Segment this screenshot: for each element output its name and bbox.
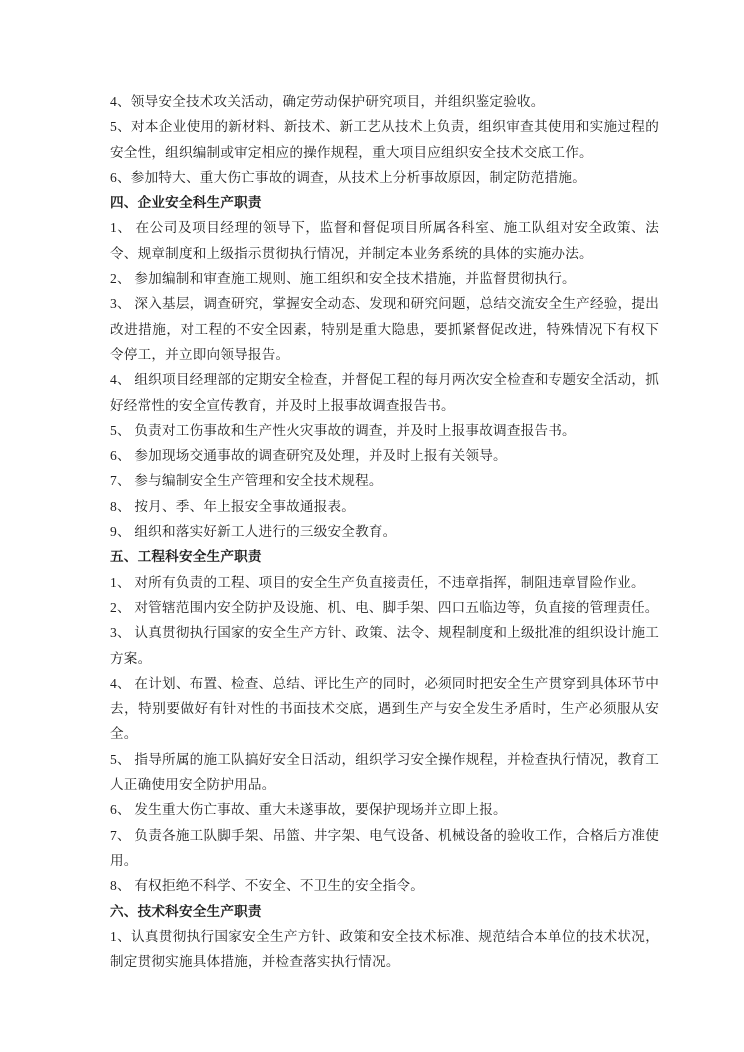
- document-body: [110, 89, 659, 974]
- paragraph: 6、 参加现场交通事故的调查研究及处理，并及时上报有关领导。: [110, 448, 507, 464]
- paragraph: 1、 在公司及项目经理的领导下，监督和督促项目所属各科室、施工队组对安全政策、法令、规章制度和上级指示贯彻执行情况，并制定本业务系统的具体的实施办法。: [110, 220, 659, 261]
- paragraph: 3、 深入基层，调查研究，掌握安全动态、发现和研究问题，总结交流安全生产经验，提出改进措施，对工程的不安全因素，特别是重大隐患，要抓紧督促改进，特殊情况下有权下令停工，并立即向领导报告。: [110, 296, 659, 362]
- section-heading: 六、技术科安全生产职责: [110, 903, 262, 919]
- paragraph: 8、 有权拒绝不科学、不安全、不卫生的安全指令。: [110, 878, 425, 894]
- section-heading: 五、工程科安全生产职责: [110, 549, 262, 565]
- paragraph: 5、 指导所属的施工队搞好安全日活动，组织学习安全操作规程，并检查执行情况，教育工人正确使用安全防护用品。: [110, 751, 659, 793]
- paragraph: 2、 参加编制和审查施工规则、施工组织和安全技术措施，并监督贯彻执行。: [110, 271, 576, 287]
- paragraph: 7、 负责各施工队脚手架、吊篮、井字架、电气设备、机械设备的验收工作，合格后方准使用。: [110, 827, 659, 868]
- paragraph: 6、 发生重大伤亡事故、重大未遂事故，要保护现场并立即上报。: [110, 802, 507, 818]
- paragraph: 4、领导安全技术攻关活动，确定劳动保护研究项目，并组织鉴定验收。: [110, 94, 545, 109]
- paragraph: 6、参加特大、重大伤亡事故的调查，从技术上分析事故原因，制定防范措施。: [110, 169, 586, 185]
- paragraph: 8、 按月、季、年上报安全事故通报表。: [110, 498, 356, 514]
- paragraph: 4、 在计划、布置、检查、总结、评比生产的同时，必须同时把安全生产贯穿到具体环节中去，特别要做好有针对性的书面技术交底，遇到生产与安全发生矛盾时，生产必须服从安全。: [110, 675, 659, 742]
- paragraph: 1、认真贯彻执行国家安全生产方针、政策和安全技术标准、规范结合本单位的技术状况，制定贯彻实施具体措施，并检查落实执行情况。: [110, 928, 659, 970]
- paragraph: 1、 对所有负责的工程、项目的安全生产负直接责任，不违章指挥，制阻违章冒险作业。: [110, 574, 645, 590]
- paragraph: 3、 认真贯彻执行国家的安全生产方针、政策、法令、规程制度和上级批准的组织设计施工方案。: [110, 625, 659, 666]
- paragraph: 7、 参与编制安全生产管理和安全技术规程。: [110, 473, 383, 489]
- paragraph: 5、 负责对工伤事故和生产性火灾事故的调查，并及时上报事故调查报告书。: [110, 422, 576, 438]
- paragraph: 4、 组织项目经理部的定期安全检查，并督促工程的每月两次安全检查和专题安全活动，抓好经常性的安全宣传教育，并及时上报事故调查报告书。: [110, 372, 659, 413]
- section-heading: 四、企业安全科生产职责: [110, 195, 262, 211]
- paragraph: 2、 对管辖范围内安全防护及设施、机、电、脚手架、四口五临边等，负直接的管理责任。: [110, 599, 659, 615]
- paragraph: 5、对本企业使用的新材料、新技术、新工艺从技术上负责，组织审查其使用和实施过程的安全性，组织编制或审定相应的操作规程，重大项目应组织安全技术交底工作。: [110, 119, 659, 160]
- paragraph: 9、 组织和落实好新工人进行的三级安全教育。: [110, 524, 397, 540]
